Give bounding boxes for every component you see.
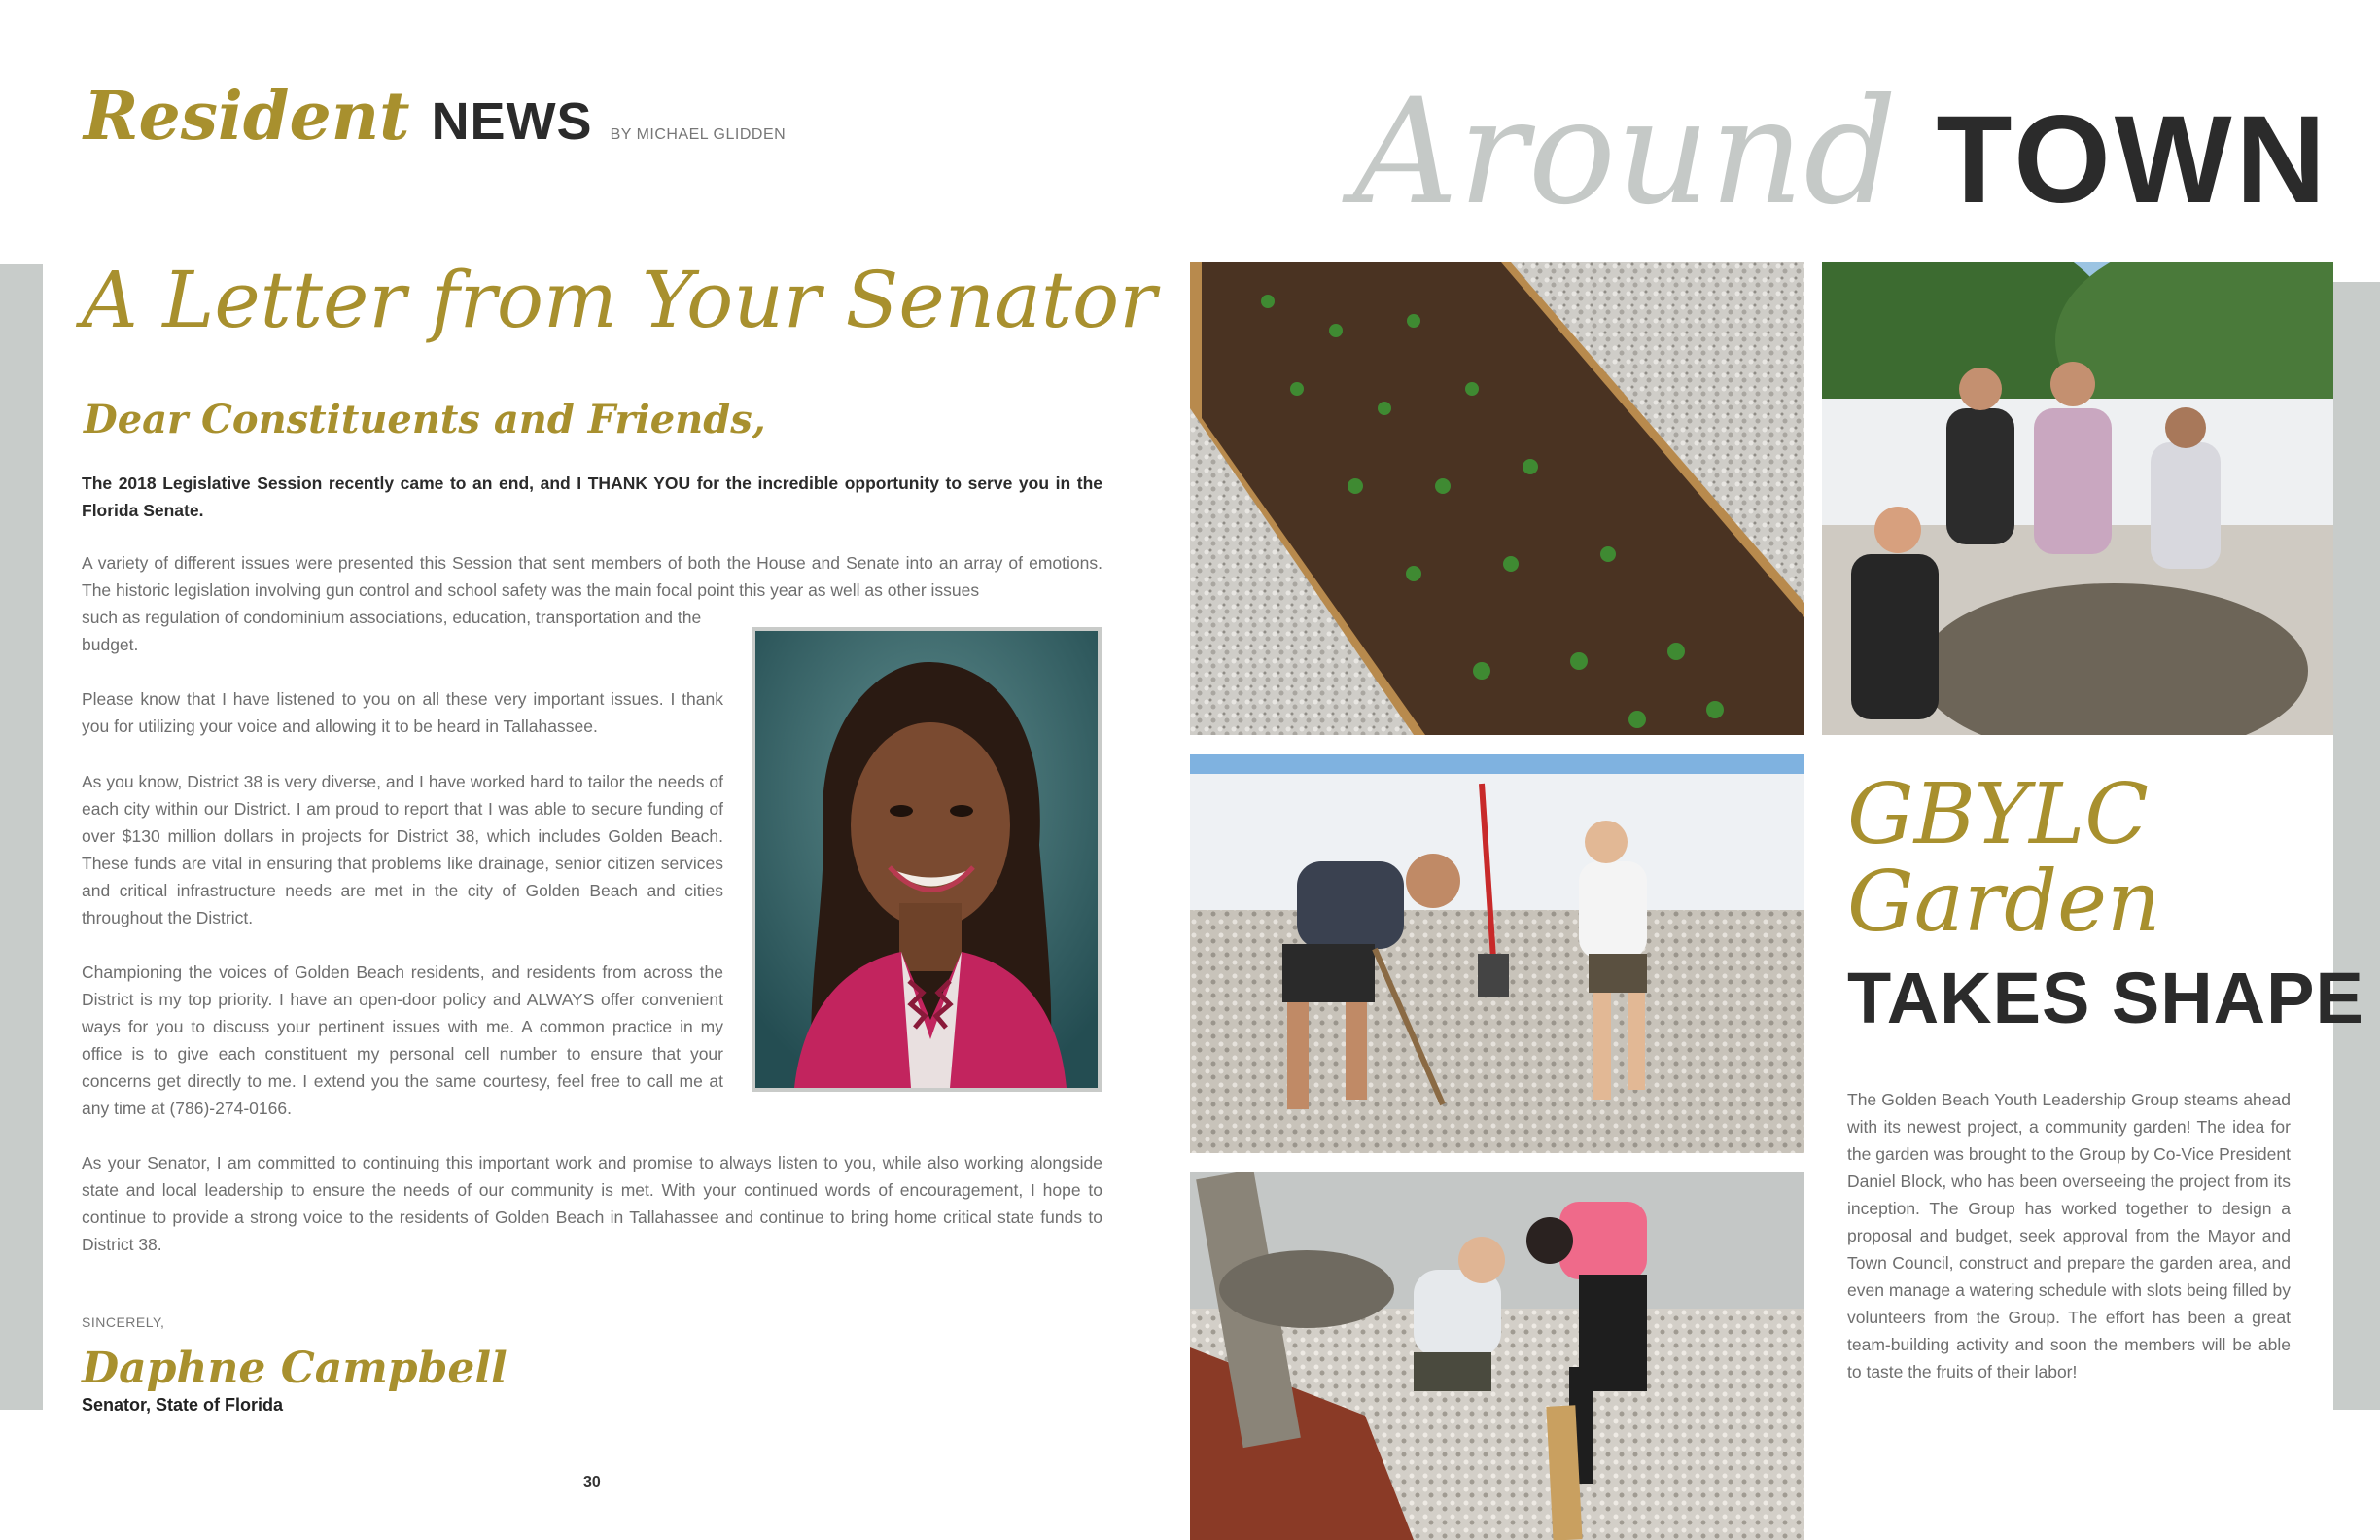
- byline: BY MICHAEL GLIDDEN: [610, 126, 787, 143]
- letter-paragraph-5: As your Senator, I am committed to continuing this important work and promise to always listen to you, while also working alongside state and local leadership to ensure the needs of our community is met. With your continued words of encouragement, I hope to continue to provide a strong voice to the residents of Golden Beach in Tallahassee and continue to bring home critical state funds to District 38.: [82, 1153, 1102, 1254]
- letter-paragraph-4: Championing the voices of Golden Beach residents, and residents from across the District is my top priority. I have an open-door policy and ALWAYS offer convenient ways for you to discuss your pertinent issues with me. A common practice in my office is to give each constituent my personal cell number to ensure that your concerns get directly to me. I extend you the same courtesy, feel free to call me at any time at (786)-274-0166.: [82, 962, 723, 1118]
- around-town-header: [1352, 68, 2329, 237]
- signature-title: Senator, State of Florida: [82, 1395, 284, 1415]
- section-bold-title: NEWS: [431, 92, 593, 151]
- planting-photo: [1190, 1172, 1804, 1540]
- around-script-title: Around: [1352, 68, 1898, 237]
- right-side-bar: [2333, 282, 2380, 1410]
- letter-lead: The 2018 Legislative Session recently came to an end, and I THANK YOU for the incredible opportunity to serve you in the Florida Senate.: [82, 473, 1102, 520]
- town-bold-title: TOWN: [1936, 90, 2329, 229]
- letter-paragraph-2: Please know that I have listened to you on all these very important issues. I thank you for utilizing your voice and allowing it to be heard in Tallahassee.: [82, 689, 723, 736]
- letter-paragraph-1-cont: such as regulation of condominium associations, education, transportation and the budget.: [82, 608, 702, 654]
- signature: Daphne Campbell: [82, 1344, 508, 1393]
- garden-bed-photo: [1190, 262, 1804, 735]
- closing: SINCERELY,: [82, 1314, 165, 1330]
- garden-title-line1: GBYLC: [1847, 766, 2150, 863]
- senator-portrait: [752, 627, 1102, 1092]
- page-number: 30: [583, 1474, 601, 1490]
- letter-title: A Letter from Your Senator: [82, 255, 1157, 345]
- group-photo: [1822, 262, 2333, 735]
- section-header: [84, 78, 786, 175]
- garden-title-line2: Garden: [1847, 854, 2161, 951]
- digging-photo: [1190, 754, 1804, 1153]
- section-script-title: Resident: [84, 78, 410, 156]
- letter-paragraph-3: As you know, District 38 is very diverse, and I have worked hard to tailor the needs of each city within our District. I am proud to report that I was able to secure funding of over $130 million dollars in projects for District 38, which includes Golden Beach. These funds are vital in ensuring that problems like drainage, senior citizen services and critical infrastructure needs are met in the city of Golden Beach and cities throughout the District.: [82, 772, 723, 928]
- letter-paragraph-1: A variety of different issues were presented this Session that sent members of both the House and Senate into an array of emotions. The historic legislation involving gun control and school safety was the main focal point this year as well as other issues: [82, 553, 1102, 600]
- garden-title-line3: TAKES SHAPE: [1847, 958, 2364, 1038]
- left-side-bar: [0, 264, 43, 1410]
- letter-salutation: Dear Constituents and Friends,: [84, 397, 766, 442]
- garden-body: The Golden Beach Youth Leadership Group steams ahead with its newest project, a community garden! The idea for the garden was brought to the Group by Co-Vice President Daniel Block, who has been overseeing the project from its inception. The Group has worked together to design a proposal and budget, seek approval from the Mayor and Town Council, construct and prepare the garden area, and even manage a watering schedule with slots being filled by volunteers from the Group. The effort has been a great team-building activity and soon the members will be able to taste the fruits of their labor!: [1847, 1090, 2291, 1382]
